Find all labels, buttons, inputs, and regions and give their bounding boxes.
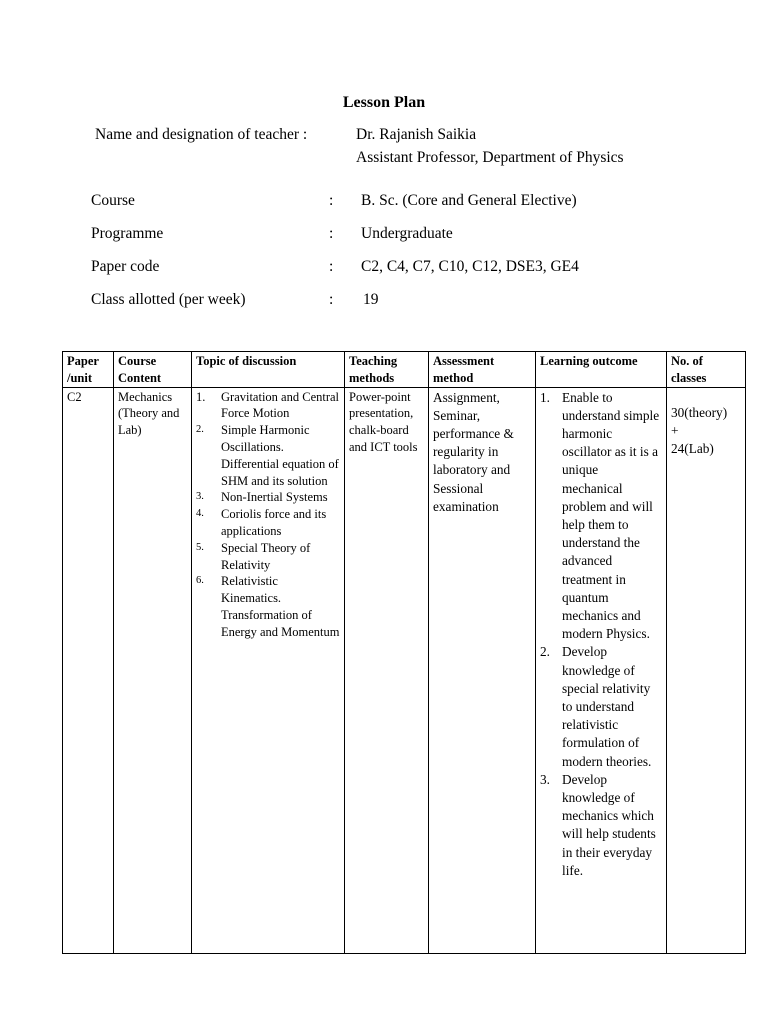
list-item: 4. Coriolis force and its applications xyxy=(196,507,327,538)
programme-colon: : xyxy=(329,225,334,242)
header-learning-outcome: Learning outcome xyxy=(536,352,667,388)
outcome-list xyxy=(540,389,662,880)
teacher-designation: Assistant Professor, Department of Physics xyxy=(356,149,624,166)
course-value: B. Sc. (Core and General Elective) xyxy=(361,192,577,209)
list-item: 2. Develop knowledge of special relativity to understand relativistic formulation of modern theories. xyxy=(540,644,652,769)
list-item: 6. Relativistic Kinematics. Transformation of Energy and Momentum xyxy=(196,574,340,639)
header-topic: Topic of discussion xyxy=(192,352,345,388)
paper-code-colon: : xyxy=(329,258,334,275)
paper-code-label: Paper code xyxy=(91,258,160,275)
class-allotted-label: Class allotted (per week) xyxy=(91,291,246,308)
cell-no-of-classes xyxy=(667,387,746,953)
page-title: Lesson Plan xyxy=(342,94,426,111)
class-allotted-value: 19 xyxy=(363,291,379,308)
classes-lab: 24(Lab) xyxy=(671,441,714,456)
programme-value: Undergraduate xyxy=(361,225,453,242)
classes-theory: 30(theory) xyxy=(671,404,728,420)
course-label: Course xyxy=(91,192,135,209)
lesson-plan-table xyxy=(62,351,746,954)
course-colon: : xyxy=(329,192,334,209)
cell-assessment-method: Assignment, Seminar, performance & regularity in laboratory and Sessional examination xyxy=(429,387,536,953)
cell-paper: C2 xyxy=(63,387,114,953)
header-no-of-classes: No. of classes xyxy=(667,352,746,388)
classes-plus: + xyxy=(671,422,679,438)
cell-topics xyxy=(192,387,345,953)
header-teaching-methods: Teaching methods xyxy=(345,352,429,388)
cell-learning-outcome xyxy=(536,387,667,953)
list-item: 1. Enable to understand simple harmonic oscillator as it is a unique mechanical problem and will help them to understand the advanced treatment in quantum mechanics and modern Physics. xyxy=(540,389,660,642)
list-item: 3. Develop knowledge of mechanics which will help students in their everyday life. xyxy=(540,771,656,878)
paper-code-value: C2, C4, C7, C10, C12, DSE3, GE4 xyxy=(361,258,579,275)
list-item: 2. Simple Harmonic Oscillations. Differential equation of SHM and its solution xyxy=(196,423,339,488)
teacher-name: Dr. Rajanish Saikia xyxy=(356,126,477,143)
list-item: 5. Special Theory of Relativity xyxy=(196,540,311,572)
list-item: 1. Gravitation and Central Force Motion xyxy=(196,389,340,421)
cell-course-content: Mechanics (Theory and Lab) xyxy=(114,387,192,953)
table-row xyxy=(63,387,746,953)
topic-list xyxy=(196,389,340,641)
header-paper: Paper /unit xyxy=(63,352,114,388)
list-item: 3. Non-Inertial Systems xyxy=(196,490,328,505)
cell-teaching-methods: Power-point presentation, chalk-board and ICT tools xyxy=(345,387,429,953)
header-course-content: Course Content xyxy=(114,352,192,388)
programme-label: Programme xyxy=(91,225,164,242)
header-assessment-method: Assessment method xyxy=(429,352,536,388)
table-header-row xyxy=(63,352,746,388)
class-allotted-colon: : xyxy=(329,291,334,308)
teacher-label: Name and designation of teacher : xyxy=(95,126,308,143)
